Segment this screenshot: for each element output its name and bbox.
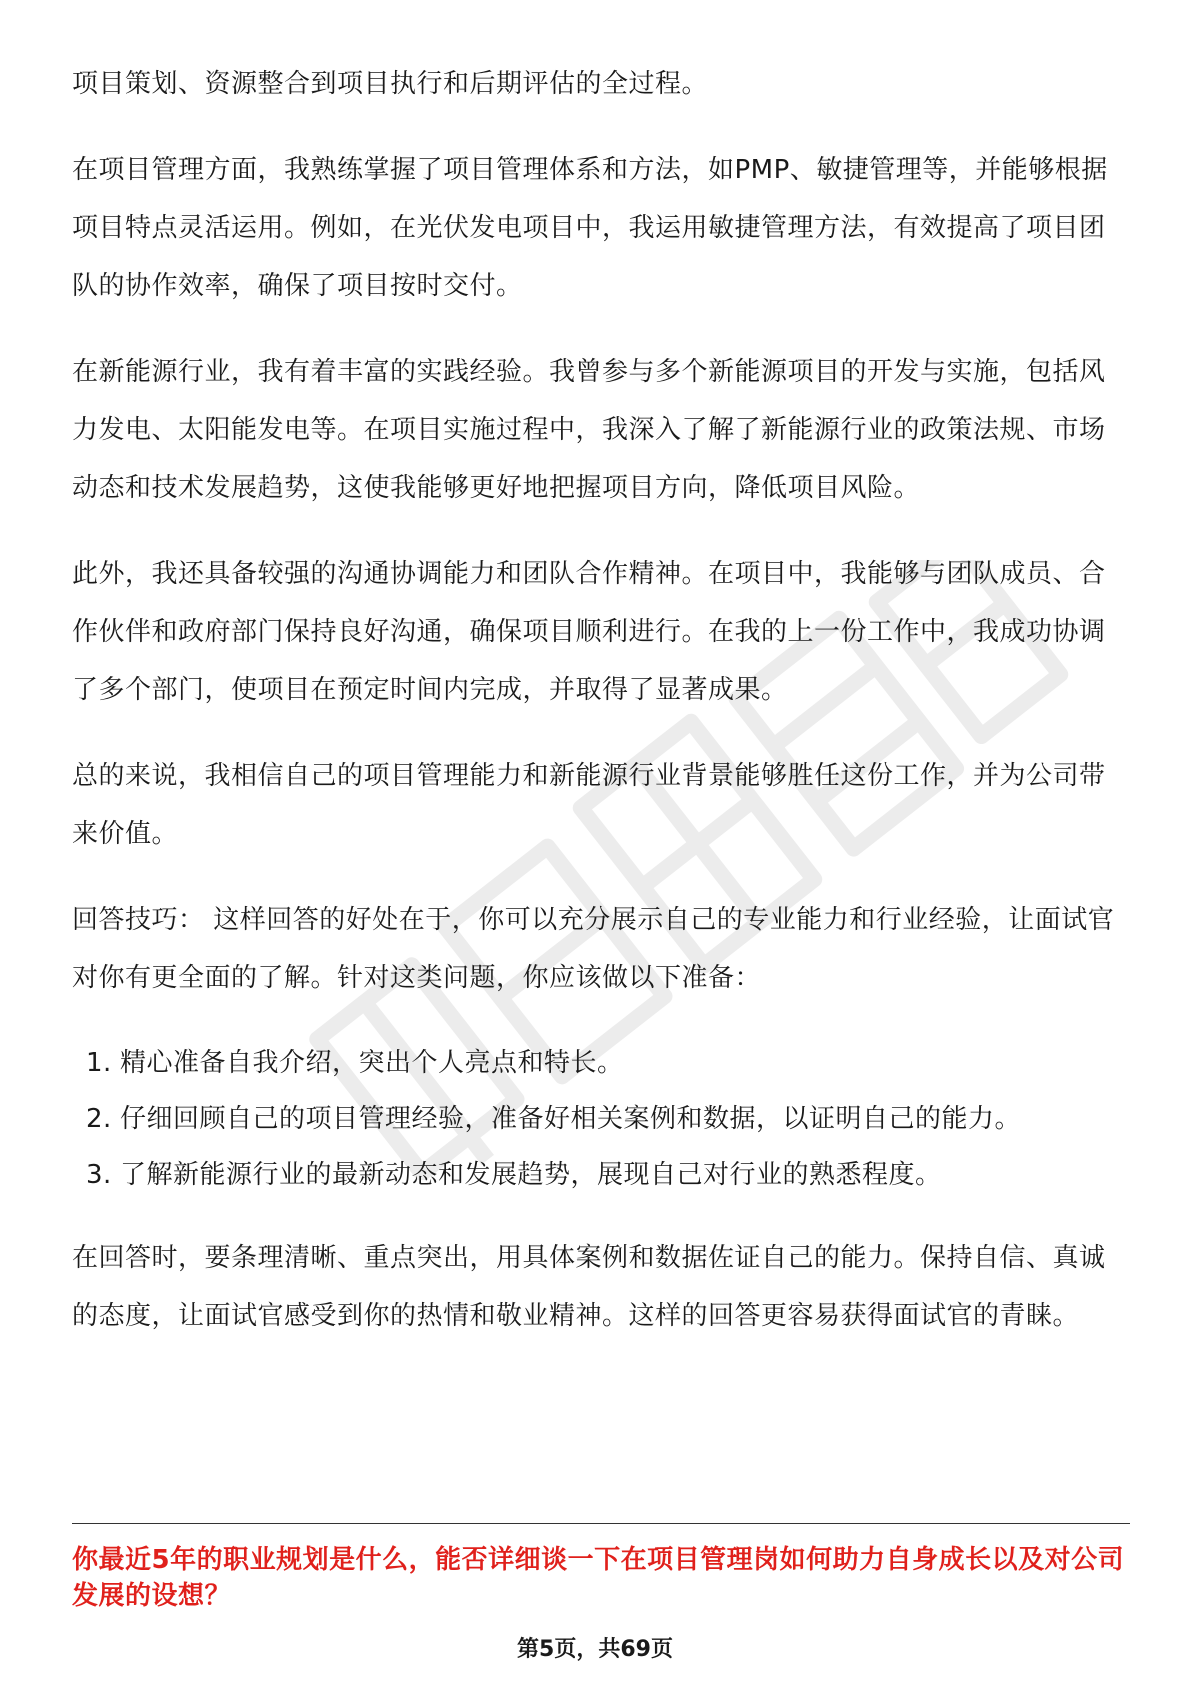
list-item [72, 1035, 1130, 1091]
document-body [72, 55, 1130, 1373]
list-item-text: 仔细回顾自己的项目管理经验，准备好相关案例和数据，以证明自己的能力。 [120, 1104, 1022, 1134]
list-item-number: 2. [86, 1104, 112, 1134]
paragraph-communication: 此外，我还具备较强的沟通协调能力和团队合作精神。在项目中，我能够与团队成员、合作伙伴和政府部门保持良好沟通，确保项目顺利进行。在我的上一份工作中，我成功协调了多个部门，使项目在预定时间内完成，并取得了显著成果。 [72, 559, 1106, 705]
paragraph-intro-continued: 项目策划、资源整合到项目执行和后期评估的全过程。 [72, 69, 709, 99]
paragraph-project-management: 在项目管理方面，我熟练掌握了项目管理体系和方法，如PMP、敏捷管理等，并能够根据项目特点灵活运用。例如，在光伏发电项目中，我运用敏捷管理方法，有效提高了项目团队的协作效率，确保了项目按时交付。 [72, 155, 1108, 301]
section-divider [72, 1523, 1130, 1524]
paragraph-new-energy: 在新能源行业，我有着丰富的实践经验。我曾参与多个新能源项目的开发与实施，包括风力发电、太阳能发电等。在项目实施过程中，我深入了解了新能源行业的政策法规、市场动态和技术发展趋势，这使我能够更好地把握项目方向，降低项目风险。 [72, 357, 1106, 503]
paragraph-answer-tips: 回答技巧： 这样回答的好处在于，你可以充分展示自己的专业能力和行业经验，让面试官对你有更全面的了解。针对这类问题，你应该做以下准备： [72, 905, 1115, 993]
paragraph-answer-advice: 在回答时，要条理清晰、重点突出，用具体案例和数据佐证自己的能力。保持自信、真诚的态度，让面试官感受到你的热情和敬业精神。这样的回答更容易获得面试官的青睐。 [72, 1243, 1106, 1331]
next-question-heading: 你最近5年的职业规划是什么，能否详细谈一下在项目管理岗如何助力自身成长以及对公司发展的设想？ [72, 1545, 1125, 1611]
list-item-text: 精心准备自我介绍，突出个人亮点和特长。 [120, 1048, 624, 1078]
list-item [72, 1091, 1130, 1147]
list-item [72, 1147, 1130, 1203]
tips-list [72, 1035, 1130, 1203]
paragraph-summary: 总的来说，我相信自己的项目管理能力和新能源行业背景能够胜任这份工作，并为公司带来价值。 [72, 761, 1106, 849]
list-item-number: 3. [86, 1160, 112, 1190]
page-number: 第5页，共69页 [517, 1637, 673, 1662]
list-item-text: 了解新能源行业的最新动态和发展趋势，展现自己对行业的熟悉程度。 [120, 1160, 942, 1190]
list-item-number: 1. [86, 1048, 112, 1078]
